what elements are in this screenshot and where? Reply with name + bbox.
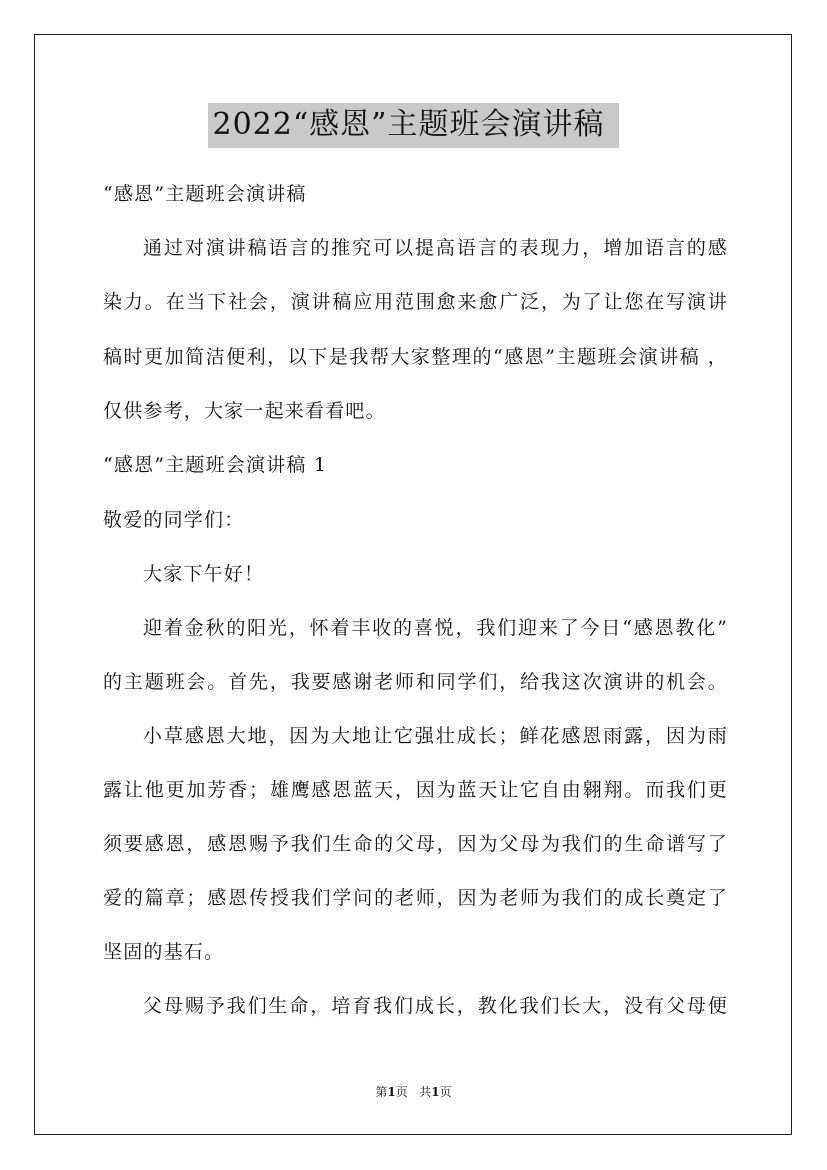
paragraph-line: 迎着金秋的阳光，怀着丰收的喜悦，我们迎来了今日“感恩教化”	[143, 617, 728, 639]
paragraph-line: 坚固的基石。	[103, 941, 225, 963]
salutation-line: 敬爱的同学们：	[103, 509, 245, 531]
paragraph-line: 露让他更加芳香；雄鹰感恩蓝天，因为蓝天让它自由翱翔。而我们更	[103, 779, 728, 801]
page-number: 1	[387, 1085, 396, 1099]
subtitle-line: “感恩”主题班会演讲稿	[103, 183, 307, 205]
page-suffix: 页	[395, 1085, 408, 1099]
paragraph-line: 通过对演讲稿语言的推究可以提高语言的表现力，增加语言的感	[143, 237, 728, 259]
title-container	[0, 103, 827, 148]
page-footer	[0, 1084, 827, 1100]
paragraph-line: 仅供参考，大家一起来看看吧。	[103, 400, 386, 422]
document-title: 2022“感恩”主题班会演讲稿	[208, 103, 618, 148]
paragraph-line: 爱的篇章；感恩传授我们学问的老师，因为老师为我们的成长奠定了	[103, 887, 728, 909]
total-suffix: 页	[439, 1085, 452, 1099]
greeting-line: 大家下午好！	[143, 563, 265, 585]
page-prefix: 第	[375, 1085, 388, 1099]
paragraph-line: 须要感恩，感恩赐予我们生命的父母，因为父母为我们的生命谱写了	[103, 833, 728, 855]
paragraph-line: 父母赐予我们生命，培育我们成长，教化我们长大，没有父母便	[143, 995, 728, 1017]
paragraph-line: 染力。在当下社会，演讲稿应用范围愈来愈广泛，为了让您在写演讲	[103, 291, 728, 313]
section-heading: “感恩”主题班会演讲稿 1	[103, 454, 328, 476]
paragraph-line: 的主题班会。首先，我要感谢老师和同学们，给我这次演讲的机会。	[103, 671, 728, 693]
paragraph-line: 稿时更加简洁便利，以下是我帮大家整理的“感恩”主题班会演讲稿 ，	[103, 346, 728, 368]
paragraph-line: 小草感恩大地，因为大地让它强壮成长；鲜花感恩雨露，因为雨	[143, 725, 728, 747]
total-prefix: 共	[419, 1085, 432, 1099]
total-pages: 1	[431, 1085, 440, 1099]
